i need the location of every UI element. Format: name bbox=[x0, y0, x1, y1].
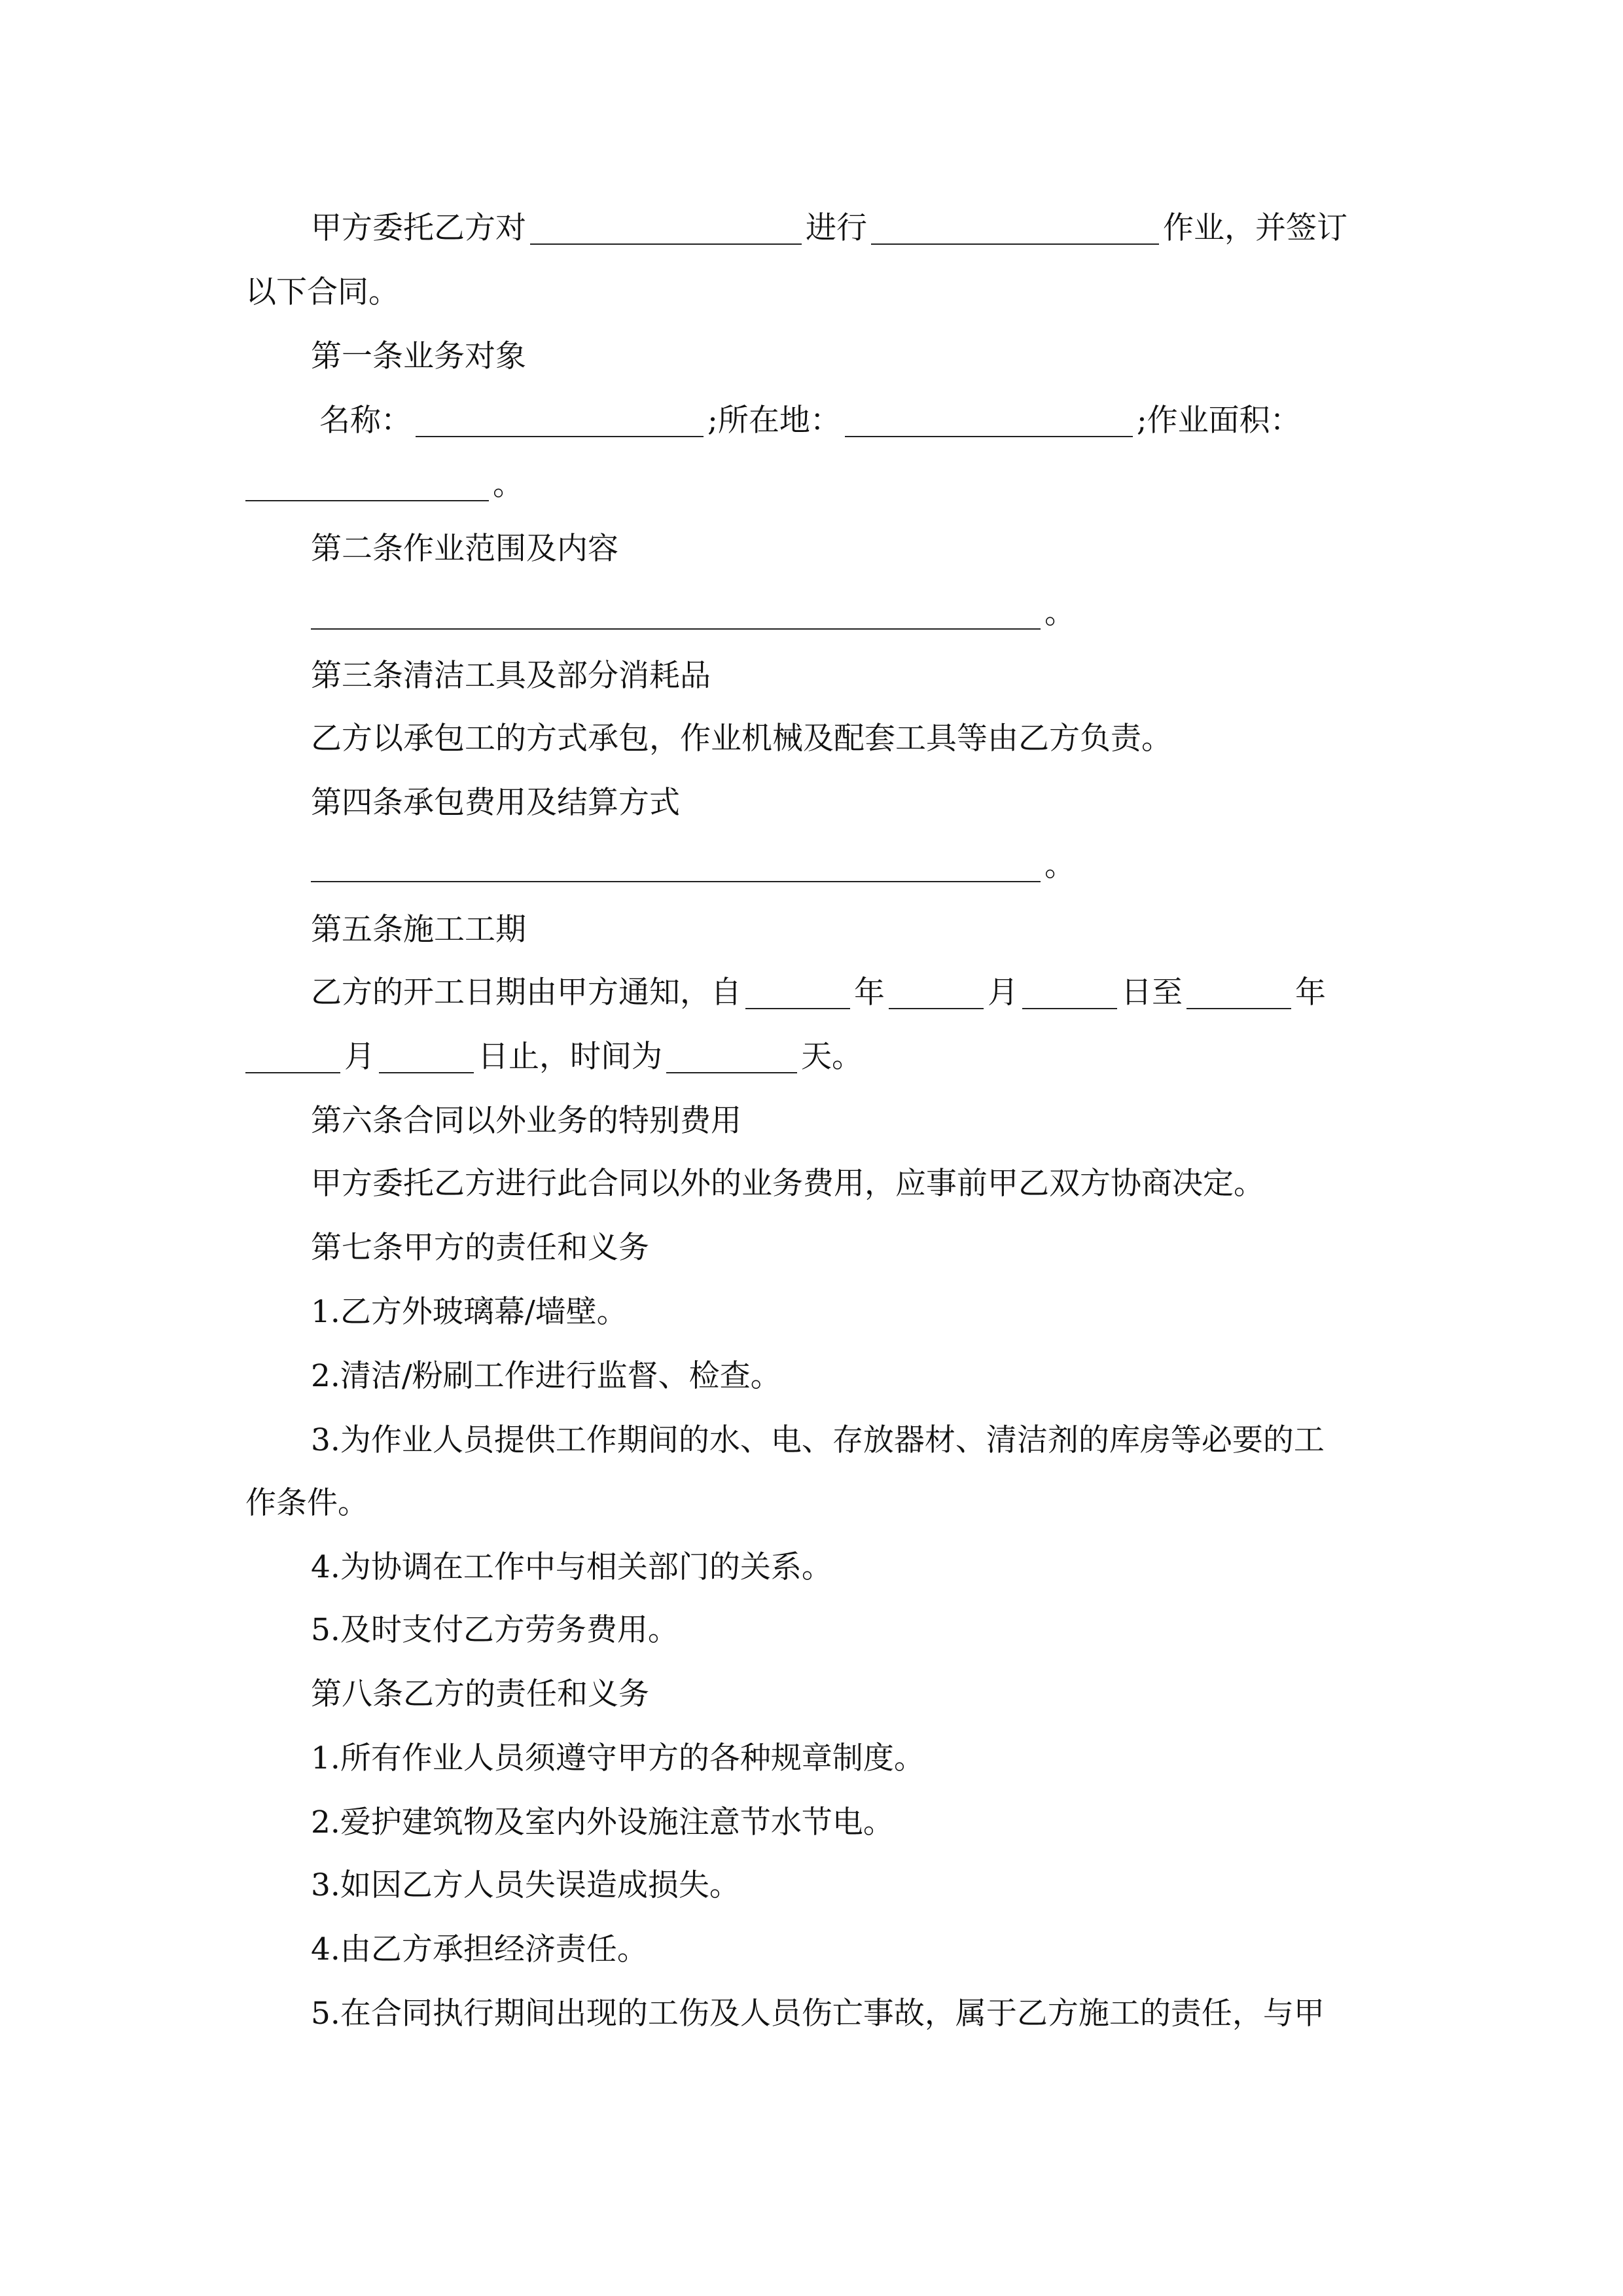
blank-fee bbox=[311, 848, 1041, 882]
article-8-item-4: 4.由乙方承担经济责任。 bbox=[311, 1931, 648, 1967]
article-5-line-2 bbox=[245, 1034, 1381, 1080]
scope-end: 。 bbox=[1044, 595, 1075, 631]
blank-work-type bbox=[871, 211, 1159, 245]
article-7-item-4: 4.为协调在工作中与相关部门的关系。 bbox=[311, 1549, 832, 1585]
article-1-area-line bbox=[245, 462, 1381, 508]
article-3-text: 乙方以承包工的方式承包，作业机械及配套工具等由乙方负责。 bbox=[311, 721, 1172, 757]
year-label-1: 年 bbox=[854, 975, 885, 1011]
article-7-item-5: 5.及时支付乙方劳务费用。 bbox=[311, 1612, 679, 1648]
intro-text-2: 进行 bbox=[806, 210, 867, 246]
month-label-1: 月 bbox=[988, 975, 1018, 1011]
article-5-line-1 bbox=[311, 970, 1381, 1016]
article-7-item-3: 3.为作业人员提供工作期间的水、电、存放器材、清洁剂的库房等必要的工 bbox=[311, 1422, 1325, 1458]
blank-area bbox=[245, 467, 489, 501]
period-text-start: 乙方的开工日期由甲方通知，自 bbox=[311, 975, 741, 1011]
article-7-item-3-cont: 作条件。 bbox=[245, 1485, 368, 1521]
article-8-item-3: 3.如因乙方人员失误造成损失。 bbox=[311, 1867, 740, 1903]
day-to-label: 日至 bbox=[1121, 975, 1183, 1011]
blank-location bbox=[845, 403, 1133, 437]
fee-end: 。 bbox=[1044, 848, 1075, 884]
article-8-title: 第八条乙方的责任和义务 bbox=[311, 1676, 649, 1712]
blank-start-month bbox=[889, 975, 984, 1009]
article-3-title: 第三条清洁工具及部分消耗品 bbox=[311, 658, 711, 694]
article-8-item-2: 2.爱护建筑物及室内外设施注意节水节电。 bbox=[311, 1804, 894, 1840]
location-label: ;所在地： bbox=[707, 403, 841, 439]
name-label: 名称： bbox=[319, 403, 412, 439]
day-end-label: 日止，时间为 bbox=[478, 1039, 662, 1075]
intro-text-1: 甲方委托乙方对 bbox=[311, 210, 526, 246]
intro-line-1 bbox=[311, 206, 1381, 251]
year-label-2: 年 bbox=[1295, 975, 1326, 1011]
article-5-title: 第五条施工工期 bbox=[311, 912, 526, 948]
article-8-item-1: 1.所有作业人员须遵守甲方的各种规章制度。 bbox=[311, 1740, 925, 1776]
blank-name bbox=[416, 403, 704, 437]
area-end: 。 bbox=[493, 467, 524, 503]
blank-party-object bbox=[530, 211, 802, 245]
article-7-title: 第七条甲方的责任和义务 bbox=[311, 1230, 649, 1266]
intro-text-3: 作业，并签订 bbox=[1163, 210, 1347, 246]
article-1-title: 第一条业务对象 bbox=[311, 338, 526, 374]
article-7-item-2: 2.清洁/粉刷工作进行监督、检查。 bbox=[311, 1358, 781, 1394]
intro-line-2: 以下合同。 bbox=[245, 274, 399, 310]
article-4-content-line bbox=[311, 843, 1381, 889]
article-8-item-5: 5.在合同执行期间出现的工伤及人员伤亡事故，属于乙方施工的责任，与甲 bbox=[311, 1996, 1325, 2032]
blank-start-day bbox=[1022, 975, 1117, 1009]
article-2-title: 第二条作业范围及内容 bbox=[311, 531, 618, 567]
blank-end-year bbox=[1186, 975, 1291, 1009]
month-label-2: 月 bbox=[344, 1039, 375, 1075]
article-2-content-line bbox=[311, 590, 1381, 636]
article-4-title: 第四条承包费用及结算方式 bbox=[311, 785, 680, 821]
area-label: ;作业面积： bbox=[1136, 403, 1301, 439]
article-6-text: 甲方委托乙方进行此合同以外的业务费用，应事前甲乙双方协商决定。 bbox=[311, 1166, 1264, 1202]
article-7-item-1: 1.乙方外玻璃幕/墙壁。 bbox=[311, 1294, 628, 1330]
days-label: 天。 bbox=[801, 1039, 863, 1075]
article-1-fields bbox=[319, 398, 1389, 444]
blank-scope bbox=[311, 596, 1041, 630]
blank-end-month bbox=[245, 1039, 340, 1073]
article-6-title: 第六条合同以外业务的特别费用 bbox=[311, 1103, 741, 1139]
blank-start-year bbox=[745, 975, 850, 1009]
blank-end-day bbox=[379, 1039, 474, 1073]
blank-duration bbox=[666, 1039, 797, 1073]
